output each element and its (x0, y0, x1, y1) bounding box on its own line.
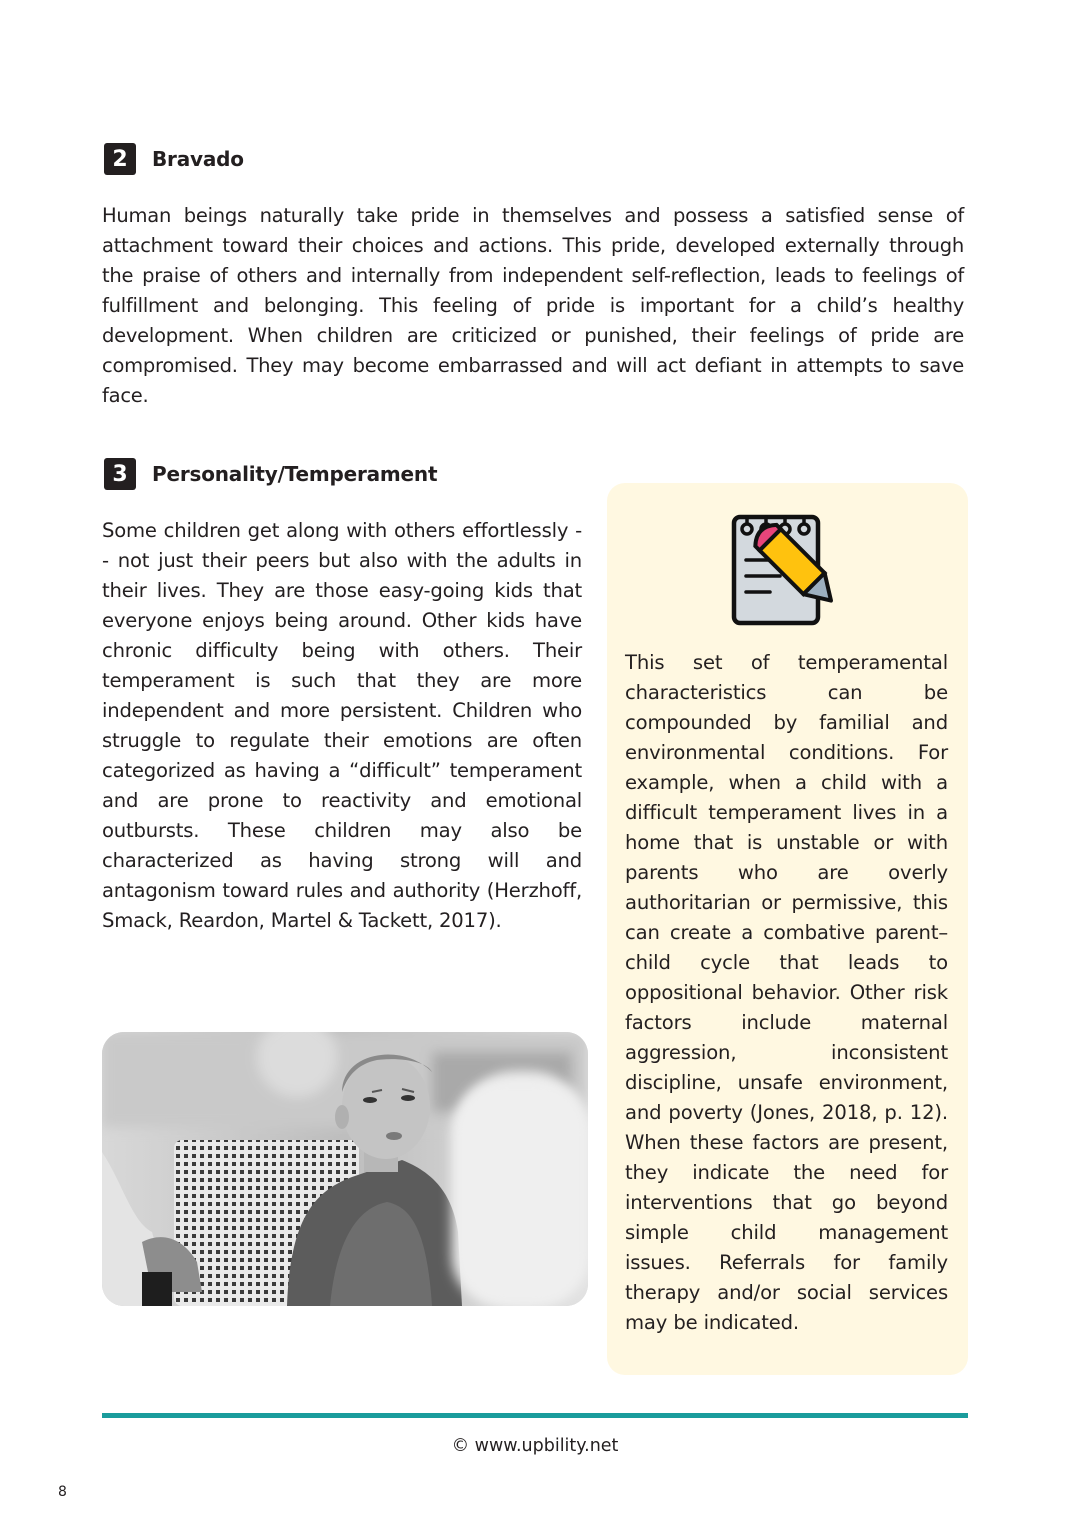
notepad-pencil-icon (730, 513, 845, 628)
bravado-paragraph: Human beings naturally take pride in themselves and possess a satisfied sense of attachment toward their choices and actions. This pride, developed externally through the praise of others and internally from independent self-reflection, leads to feelings of fulfillment and belonging. This feeling of pride is important for a child’s healthy development. When children are criticized or punished, their feelings of pride are compromised. They may become embarrassed and will act defiant in attempts to save face. (102, 204, 964, 407)
page-number: 8 (58, 1484, 67, 1500)
callout-paragraph: This set of temperamental characteristics can be compounded by familial and environmental conditions. For example, when a child with a difficult temperament lives in a home that is unstable or with parents who are overly authoritarian or permissive, this can create a combative parent–child cycle that leads to oppositional behavior. Other risk factors include maternal aggression, inconsistent discipline, unsafe environment, and poverty (Jones, 2018, p. 12). When these factors are present, they indicate the need for interventions that go beyond simple child management issues. Referrals for family therapy and/or social services may be indicated. (625, 651, 948, 1334)
section-number-badge: 3 (104, 458, 136, 490)
section-heading-temperament (104, 458, 437, 490)
footer-credit: © www.upbility.net (451, 1436, 619, 1456)
boy-photo (102, 1032, 588, 1306)
footer-divider (102, 1413, 968, 1418)
section-title: Personality/Temperament (152, 462, 438, 486)
section-heading-bravado (104, 143, 244, 175)
callout-box (607, 483, 968, 1375)
section-number-badge: 2 (104, 143, 136, 175)
photo-illustration (102, 1032, 588, 1306)
section-title: Bravado (152, 147, 244, 171)
temperament-paragraph: Some children get along with others effortlessly -- not just their peers but also with the adults in their lives. They are those easy-going kids that everyone enjoys being around. Other kids have chronic difficulty being with others. Their temperament is such that they are more independent and more persistent. Children who struggle to regulate their emotions are often categorized as having a “difficult” temperament and are prone to reactivity and emotional outbursts. These children may also be characterized as having strong will and antagonism toward rules and authority (Herzhoff, Smack, Reardon, Martel & Tackett, 2017). (102, 519, 582, 932)
